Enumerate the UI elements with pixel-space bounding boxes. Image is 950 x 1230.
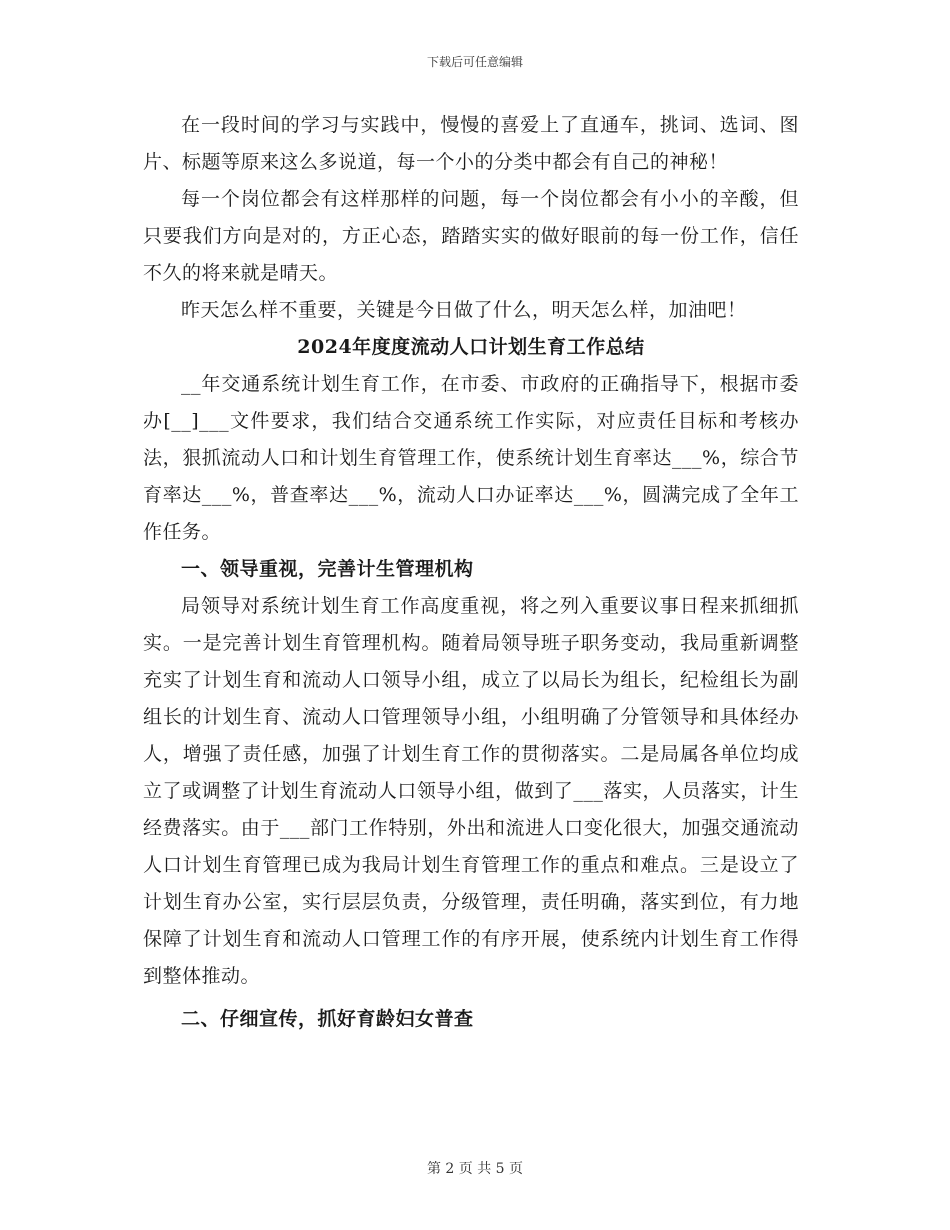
paragraph-leadership-details: 局领导对系统计划生育工作高度重视，将之列入重要议事日程来抓细抓实。一是完善计划生育管理机构。随着局领导班子职务变动，我局重新调整充实了计划生育和流动人口领导小组，成立了以局长为组长，纪检组长为副组长的计划生育、流动人口管理领导小组，小组明确了分管领导和具体经办人，增强了责任感，加强了计划生育工作的贯彻落实。二是局属各单位均成立了或调整了计划生育流动人口领导小组，做到了___落实，人员落实，计生经费落实。由于___部门工作特别，外出和流进人口变化很大，加强交通流动人口计划生育管理已成为我局计划生育管理工作的重点和难点。三是设立了计划生育办公室，实行层层负责，分级管理，责任明确，落实到位，有力地保障了计划生育和流动人口管理工作的有序开展，使系统内计划生育工作得到整体推动。 [143, 595, 799, 987]
section-heading-publicity: 二、仔细宣传，抓好育龄妇女普查 [181, 1008, 474, 1030]
section-heading-leadership: 一、领导重视，完善计生管理机构 [181, 558, 474, 580]
header-note: 下载后可任意编辑 [426, 55, 523, 69]
document-title: 2024年度度流动人口计划生育工作总结 [297, 336, 645, 358]
document-body [143, 107, 799, 1038]
paragraph-encouragement: 昨天怎么样不重要，关键是今日做了什么，明天怎么样，加油吧！ [181, 299, 747, 321]
paragraph-job-attitude: 每一个岗位都会有这样那样的问题，每一个岗位都会有小小的辛酸，但只要我们方向是对的，方正心态，踏踏实实的做好眼前的每一份工作，信任不久的将来就是晴天。 [143, 188, 799, 284]
paragraph-reflection: 在一段时间的学习与实践中，慢慢的喜爱上了直通车，挑词、选词、图片、标题等原来这么多说道，每一个小的分类中都会有自己的神秘！ [143, 114, 799, 173]
page-number: 第 2 页 共 5 页 [426, 1161, 524, 1177]
paragraph-summary-intro: __年交通系统计划生育工作，在市委、市政府的正确指导下，根据市委办[__]___文件要求，我们结合交通系统工作实际，对应责任目标和考核办法，狠抓流动人口和计划生育管理工作，使系统计划生育率达___%，综合节育率达___%，普查率达___%，流动人口办证率达___%，圆满完成了全年工作任务。 [143, 373, 799, 543]
